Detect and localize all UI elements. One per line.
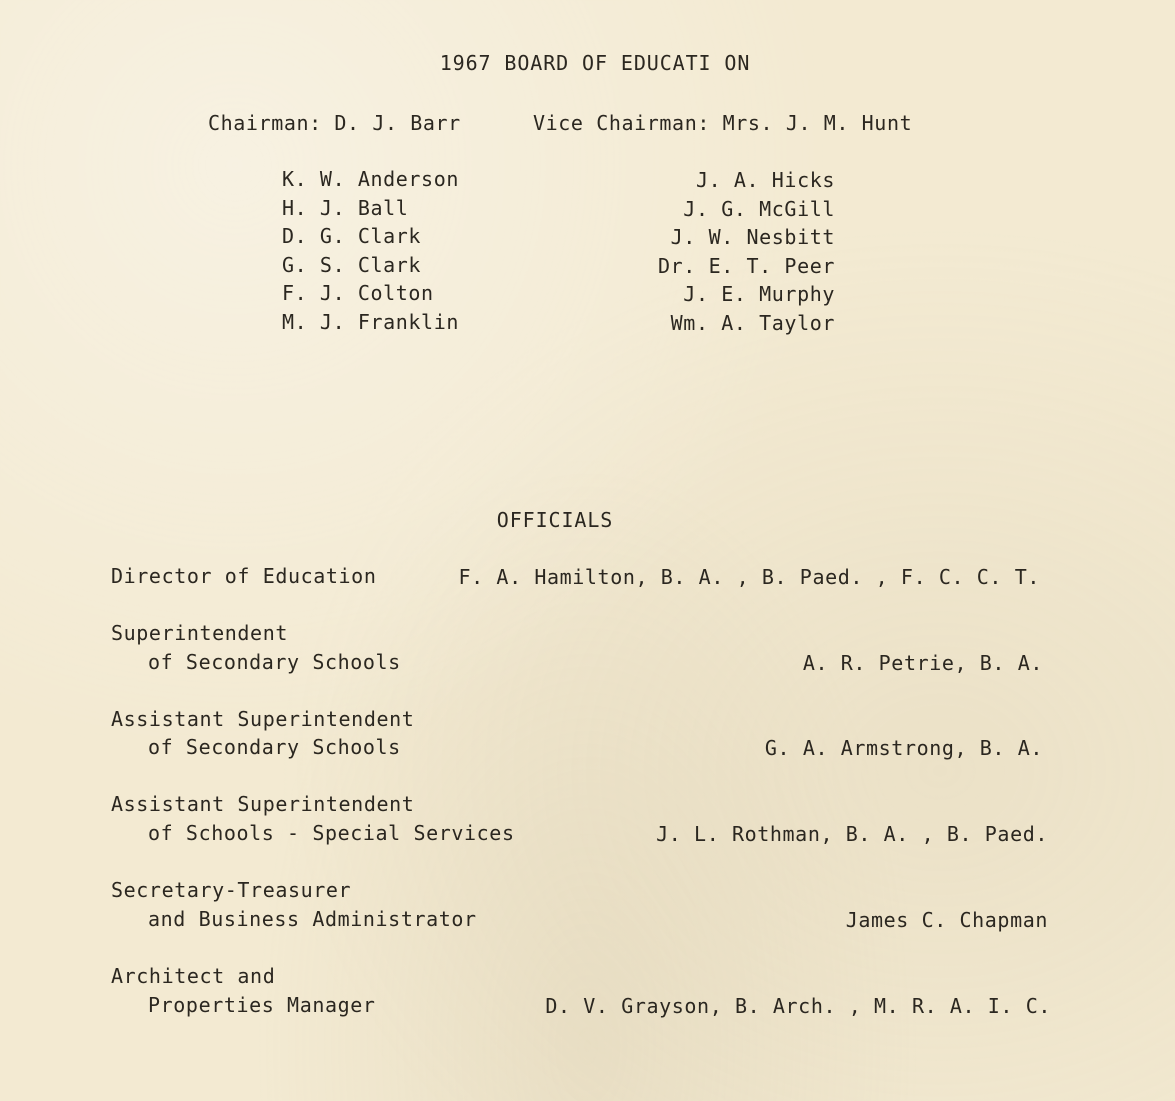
official-name: James C. Chapman	[845, 908, 1048, 932]
official-title: and Business Administrator	[148, 907, 477, 931]
board-member: J. G. McGill	[683, 197, 835, 221]
board-member: H. J. Ball	[282, 196, 409, 220]
board-member: J. E. Murphy	[683, 282, 835, 306]
official-title: Architect and	[111, 964, 276, 988]
official-title: Superintendent	[111, 621, 288, 645]
official-title: Director of Education	[111, 564, 377, 588]
board-title: 1967 BOARD OF EDUCATI ON	[439, 51, 751, 75]
official-title: Secretary-Treasurer	[111, 878, 352, 902]
official-title: Assistant Superintendent	[111, 792, 415, 816]
officials-heading: OFFICIALS	[496, 508, 614, 532]
official-title: Assistant Superintendent	[111, 707, 415, 731]
chairman: Chairman: D. J. Barr	[208, 111, 461, 135]
board-member: F. J. Colton	[282, 281, 434, 305]
official-name: F. A. Hamilton, B. A. , B. Paed. , F. C. C. T.	[458, 565, 1040, 589]
official-title: of Secondary Schools	[148, 735, 401, 759]
official-title: of Schools - Special Services	[148, 821, 515, 845]
board-member: Wm. A. Taylor	[670, 311, 835, 335]
vice-chairman: Vice Chairman: Mrs. J. M. Hunt	[533, 111, 913, 135]
board-member: M. J. Franklin	[282, 310, 459, 334]
board-member: K. W. Anderson	[282, 167, 459, 191]
official-title: Properties Manager	[148, 993, 376, 1017]
official-name: A. R. Petrie, B. A.	[802, 651, 1043, 675]
board-member: G. S. Clark	[282, 253, 422, 277]
board-member: J. A. Hicks	[695, 168, 835, 192]
board-member: J. W. Nesbitt	[670, 225, 835, 249]
official-name: J. L. Rothman, B. A. , B. Paed.	[656, 822, 1048, 846]
official-name: D. V. Grayson, B. Arch. , M. R. A. I. C.	[545, 994, 1051, 1018]
official-name: G. A. Armstrong, B. A.	[764, 736, 1043, 760]
board-member: D. G. Clark	[282, 224, 422, 248]
board-member: Dr. E. T. Peer	[658, 254, 835, 278]
official-title: of Secondary Schools	[148, 650, 401, 674]
